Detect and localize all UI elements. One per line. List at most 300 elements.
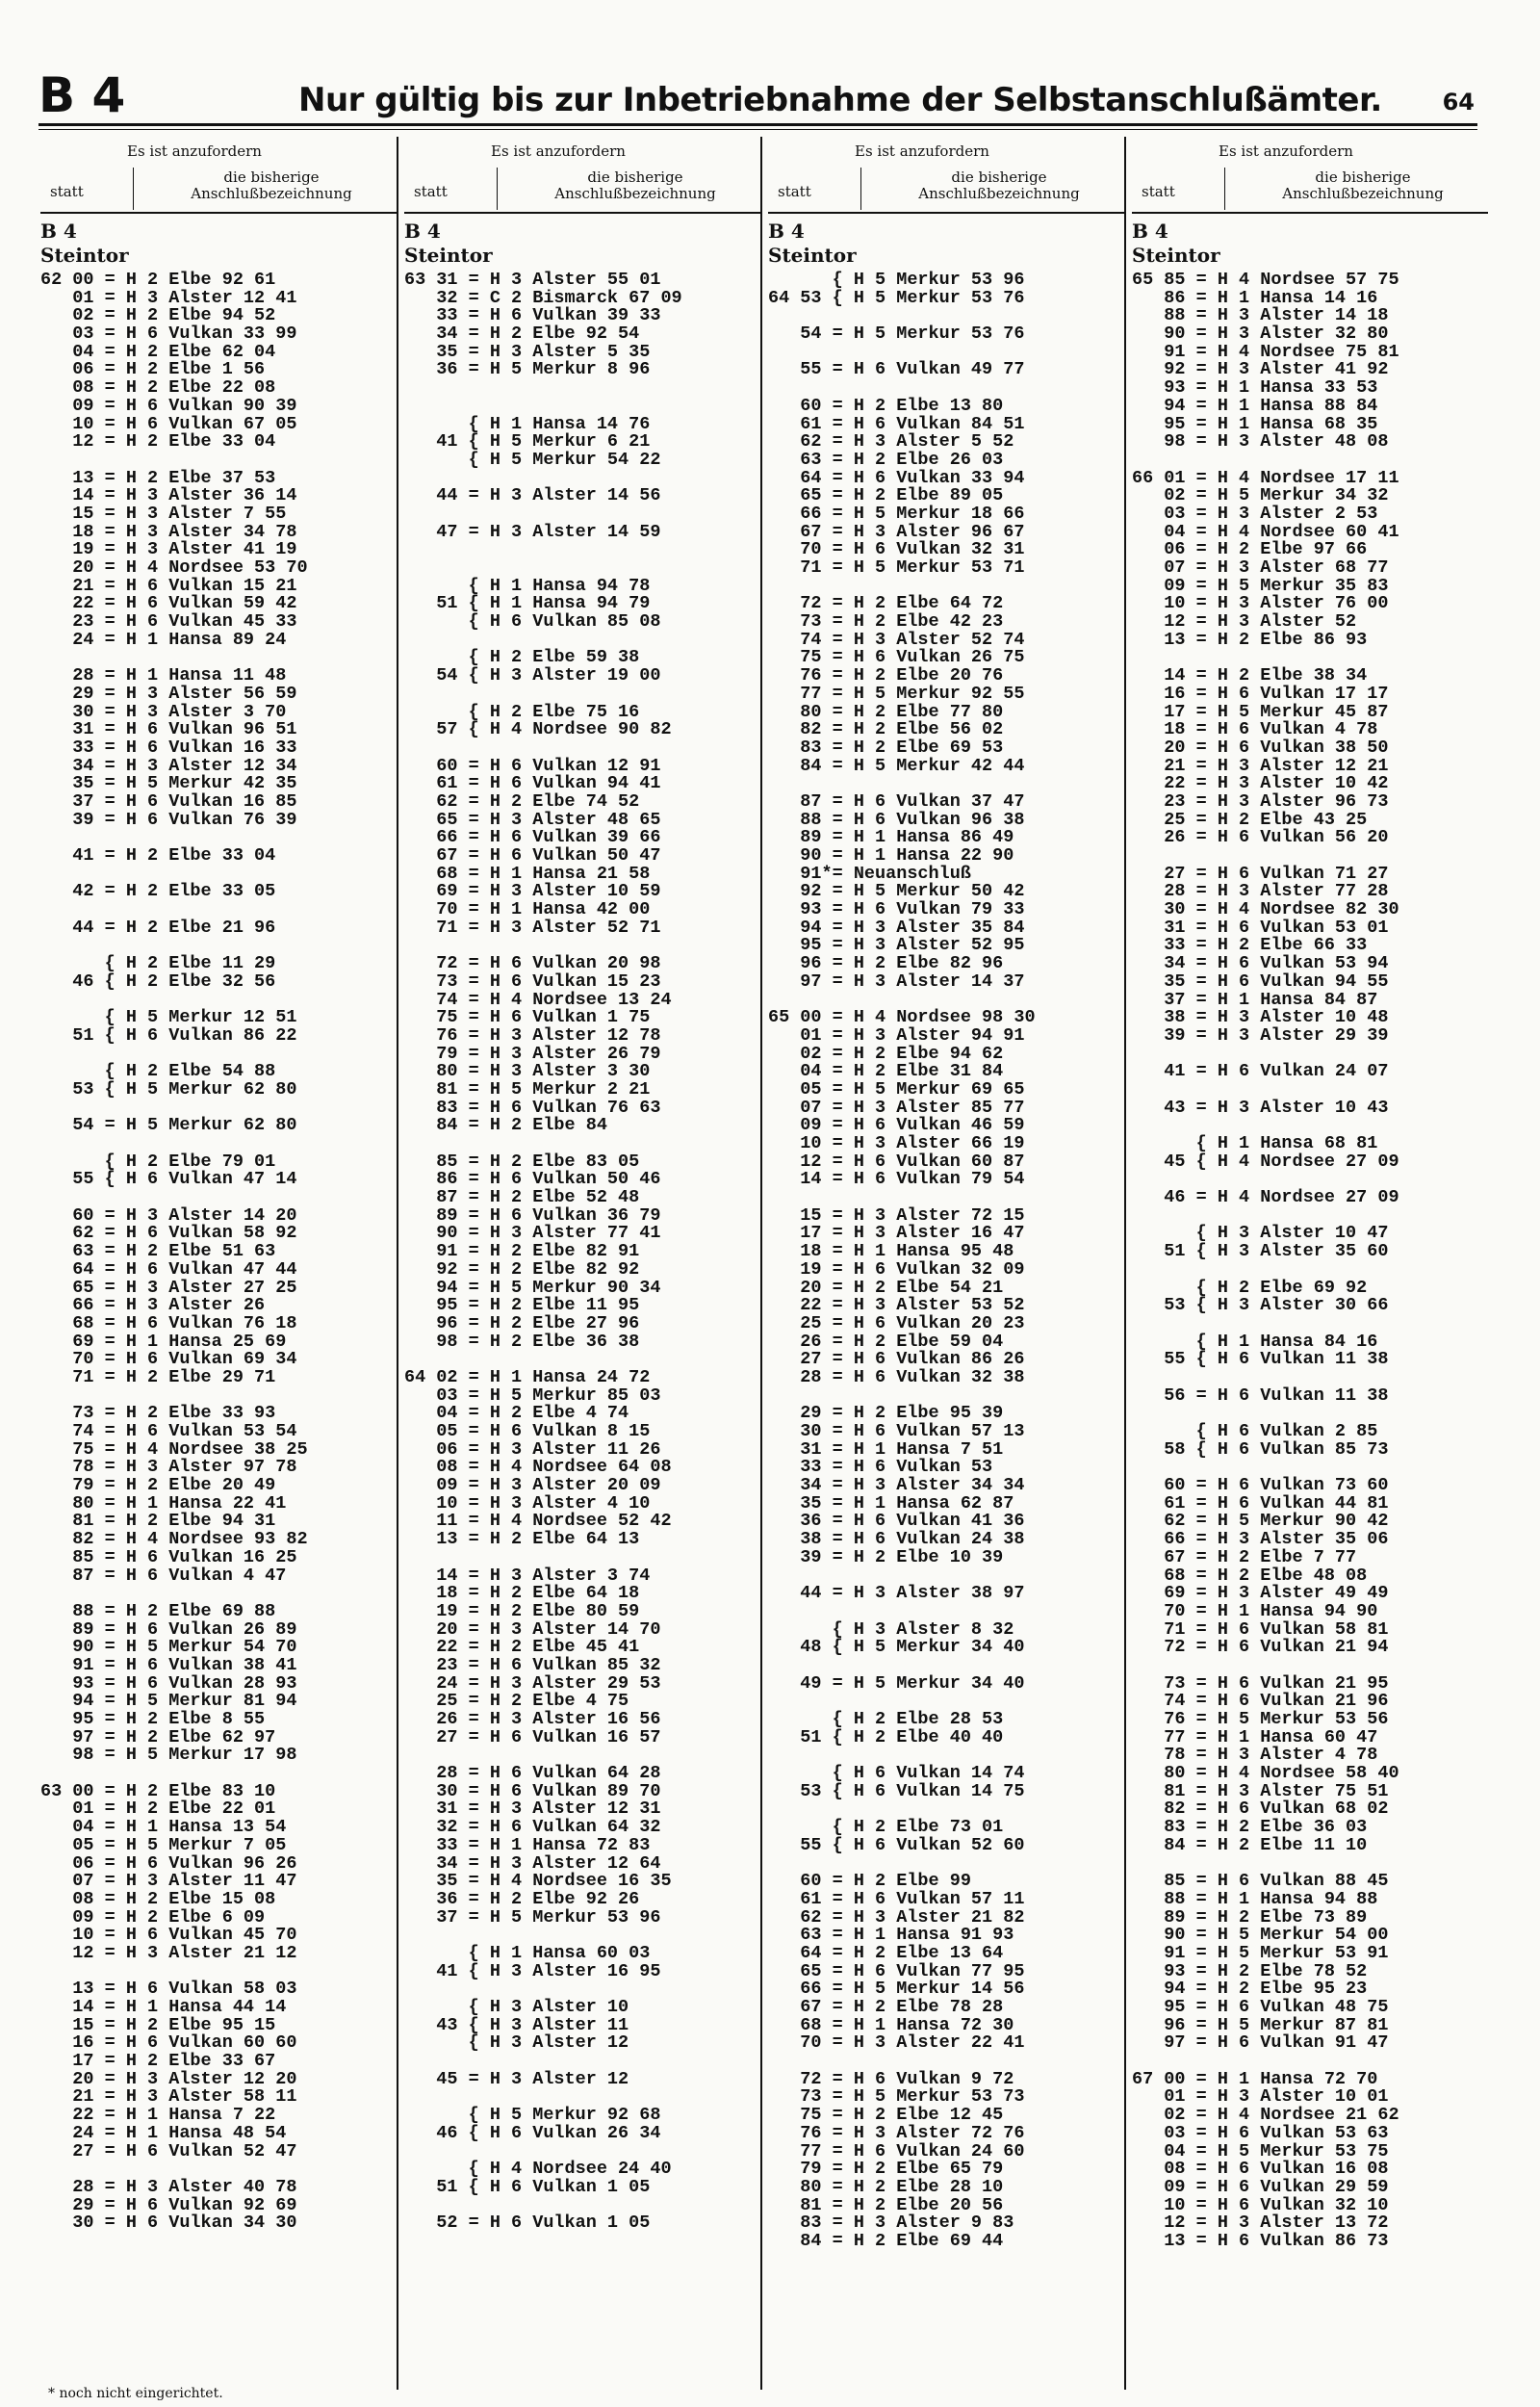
directory-entry: 34 = H 2 Elbe 92 54 <box>404 324 640 345</box>
directory-entry: 14 = H 6 Vulkan 79 54 <box>768 1169 1025 1190</box>
district-code: B 4 <box>768 220 805 243</box>
directory-entry: 90 = H 3 Alster 77 41 <box>404 1223 661 1244</box>
directory-entry: 35 = H 4 Nordsee 16 35 <box>404 1871 672 1892</box>
column-header <box>40 137 397 214</box>
header-designation <box>146 169 397 202</box>
directory-entry: 13 = H 2 Elbe 64 13 <box>404 1529 640 1550</box>
directory-entry: 91 = H 2 Elbe 82 91 <box>404 1241 640 1262</box>
directory-entry: 15 = H 3 Alster 7 55 <box>40 503 287 524</box>
directory-entry: 12 = H 2 Elbe 33 04 <box>40 431 276 453</box>
directory-entry: 21 = H 6 Vulkan 15 21 <box>40 575 297 596</box>
top-rule <box>38 123 1477 126</box>
directory-entry: 62 = H 2 Elbe 74 52 <box>404 790 640 812</box>
directory-entry: 23 = H 6 Vulkan 85 32 <box>404 1654 661 1675</box>
directory-entry: 85 = H 6 Vulkan 16 25 <box>40 1546 297 1567</box>
directory-entry: 62 00 = H 2 Elbe 92 61 <box>40 270 276 290</box>
entry-spacer <box>404 505 760 524</box>
directory-entry: 97 = H 2 Elbe 62 97 <box>40 1726 276 1747</box>
entry-list <box>1132 272 1488 2251</box>
directory-entry: 34 = H 3 Alster 12 64 <box>404 1852 661 1874</box>
directory-entry: 74 = H 3 Alster 52 74 <box>768 629 1025 650</box>
directory-entry: 35 = H 6 Vulkan 94 55 <box>1132 971 1389 992</box>
directory-entry: 60 = H 2 Elbe 13 80 <box>768 395 1004 416</box>
directory-entry: 55 { H 6 Vulkan 11 38 <box>1132 1349 1389 1370</box>
directory-entry: 80 = H 3 Alster 3 30 <box>404 1061 651 1082</box>
directory-entry: 33 = H 6 Vulkan 53 <box>768 1457 993 1478</box>
directory-entry: 75 = H 6 Vulkan 1 75 <box>404 1007 651 1028</box>
directory-entry: 85 = H 6 Vulkan 88 45 <box>1132 1871 1389 1892</box>
directory-entry: 45 = H 3 Alster 12 <box>404 2068 629 2089</box>
entry-spacer <box>40 452 397 470</box>
directory-entry: 09 = H 2 Elbe 6 09 <box>40 1906 266 1928</box>
directory-entry: 67 = H 3 Alster 96 67 <box>768 521 1025 542</box>
directory-entry: 08 = H 6 Vulkan 16 08 <box>1132 2159 1389 2180</box>
directory-entry: 51 { H 6 Vulkan 86 22 <box>40 1024 297 1046</box>
directory-entry: 66 01 = H 4 Nordsee 17 11 <box>1132 467 1399 488</box>
directory-entry: 65 = H 6 Vulkan 77 95 <box>768 1960 1025 1981</box>
directory-entry: 84 = H 5 Merkur 42 44 <box>768 755 1025 776</box>
directory-entry: 91 = H 6 Vulkan 38 41 <box>40 1654 297 1675</box>
directory-entry: 51 { H 6 Vulkan 1 05 <box>404 2176 651 2197</box>
directory-entry: 93 = H 2 Elbe 78 52 <box>1132 1960 1368 1981</box>
directory-entry: 07 = H 3 Alster 11 47 <box>40 1871 297 1892</box>
directory-entry: 76 = H 3 Alster 72 76 <box>768 2122 1025 2143</box>
directory-entry: 46 = H 4 Nordsee 27 09 <box>1132 1187 1399 1208</box>
district-code: B 4 <box>40 220 77 243</box>
directory-entry: 90 = H 1 Hansa 22 90 <box>768 845 1014 866</box>
directory-entry: 39 = H 6 Vulkan 76 39 <box>40 809 297 830</box>
directory-entry: 53 { H 6 Vulkan 14 75 <box>768 1780 1025 1801</box>
page-number: 64 <box>1442 89 1475 116</box>
directory-entry: 88 = H 6 Vulkan 96 38 <box>768 809 1025 830</box>
directory-entry: 67 = H 2 Elbe 78 28 <box>768 1997 1004 2017</box>
section-code: B 4 <box>38 67 126 123</box>
directory-entry: 89 = H 6 Vulkan 36 79 <box>404 1204 661 1226</box>
directory-entry: 12 = H 6 Vulkan 60 87 <box>768 1151 1025 1172</box>
directory-entry: 64 02 = H 1 Hansa 24 72 <box>404 1366 651 1387</box>
directory-entry: 22 = H 1 Hansa 7 22 <box>40 2105 276 2126</box>
directory-entry: 37 = H 5 Merkur 53 96 <box>404 1906 661 1928</box>
directory-entry: 70 = H 6 Vulkan 32 31 <box>768 539 1025 560</box>
district-name: Steintor <box>404 244 493 267</box>
directory-entry: 03 = H 3 Alster 2 53 <box>1132 503 1378 524</box>
directory-entry: 10 = H 3 Alster 76 00 <box>1132 593 1389 614</box>
directory-entry: 08 = H 2 Elbe 15 08 <box>40 1888 276 1909</box>
directory-entry: { H 2 Elbe 75 16 <box>404 701 640 722</box>
directory-entry: 51 { H 1 Hansa 94 79 <box>404 593 651 614</box>
directory-entry: 57 { H 4 Nordsee 90 82 <box>404 719 672 740</box>
directory-entry: 10 = H 6 Vulkan 32 10 <box>1132 2194 1389 2215</box>
directory-entry: 58 { H 6 Vulkan 85 73 <box>1132 1438 1389 1460</box>
directory-entry: { H 2 Elbe 59 38 <box>404 647 640 668</box>
directory-entry: 30 = H 6 Vulkan 57 13 <box>768 1421 1025 1441</box>
directory-entry: { H 3 Alster 8 32 <box>768 1618 1014 1640</box>
directory-entry: 60 = H 6 Vulkan 73 60 <box>1132 1475 1389 1496</box>
directory-entry: 61 = H 6 Vulkan 84 51 <box>768 413 1025 434</box>
directory-entry: 16 = H 6 Vulkan 17 17 <box>1132 683 1389 704</box>
directory-entry: 90 = H 5 Merkur 54 00 <box>1132 1925 1389 1946</box>
directory-entry: 67 00 = H 1 Hansa 72 70 <box>1132 2068 1378 2089</box>
directory-entry: 14 = H 1 Hansa 44 14 <box>40 1997 287 2017</box>
entry-spacer <box>768 379 1124 398</box>
directory-entry: 04 = H 2 Elbe 31 84 <box>768 1061 1004 1082</box>
district-name: Steintor <box>1132 244 1220 267</box>
directory-entry: 41 = H 2 Elbe 33 04 <box>40 845 276 866</box>
header-divider <box>133 168 134 210</box>
header-previous-label: die bisherige <box>1315 168 1411 186</box>
header-underline <box>768 212 1124 214</box>
directory-entry: 94 = H 1 Hansa 88 84 <box>1132 395 1378 416</box>
entry-spacer <box>1132 1315 1488 1333</box>
directory-entry: 62 = H 3 Alster 21 82 <box>768 1906 1025 1928</box>
directory-entry: 83 = H 2 Elbe 36 03 <box>1132 1817 1368 1838</box>
directory-entry: 18 = H 1 Hansa 95 48 <box>768 1241 1014 1262</box>
entry-spacer <box>1132 1081 1488 1100</box>
directory-entry: 65 = H 3 Alster 48 65 <box>404 809 661 830</box>
directory-entry: 66 = H 5 Merkur 14 56 <box>768 1979 1025 2000</box>
directory-entry: 25 = H 2 Elbe 43 25 <box>1132 809 1368 830</box>
directory-entry: 98 = H 2 Elbe 36 38 <box>404 1331 640 1352</box>
directory-entry: 97 = H 6 Vulkan 91 47 <box>1132 2032 1389 2054</box>
directory-entry: 36 = H 6 Vulkan 41 36 <box>768 1511 1025 1532</box>
directory-entry: 14 = H 2 Elbe 38 34 <box>1132 665 1368 686</box>
directory-entry: 04 = H 1 Hansa 13 54 <box>40 1817 287 1838</box>
directory-entry: 54 = H 5 Merkur 53 76 <box>768 324 1025 345</box>
directory-entry: 62 = H 3 Alster 5 52 <box>768 431 1014 453</box>
directory-entry: 91*= Neuanschluß <box>768 863 971 884</box>
directory-entry: 03 = H 6 Vulkan 53 63 <box>1132 2122 1389 2143</box>
header-request-label: Es ist anzufordern <box>855 142 989 160</box>
directory-entry: 28 = H 6 Vulkan 64 28 <box>404 1763 661 1784</box>
entry-spacer <box>40 901 397 919</box>
directory-entry: { H 3 Alster 10 <box>404 1997 629 2017</box>
directory-entry: 01 = H 3 Alster 94 91 <box>768 1024 1025 1046</box>
directory-entry: 90 = H 3 Alster 32 80 <box>1132 324 1389 345</box>
directory-entry: 52 = H 6 Vulkan 1 05 <box>404 2213 651 2234</box>
directory-entry: 03 = H 6 Vulkan 33 99 <box>40 324 297 345</box>
entry-list <box>40 272 397 2233</box>
directory-entry: { H 6 Vulkan 2 85 <box>1132 1421 1378 1441</box>
directory-entry: 74 = H 4 Nordsee 13 24 <box>404 989 672 1010</box>
directory-entry: 55 { H 6 Vulkan 47 14 <box>40 1169 297 1190</box>
directory-entry: 82 = H 2 Elbe 56 02 <box>768 719 1004 740</box>
entry-spacer <box>40 1765 397 1783</box>
directory-entry: 44 = H 2 Elbe 21 96 <box>40 917 276 938</box>
directory-entry: 18 = H 2 Elbe 64 18 <box>404 1583 640 1604</box>
directory-entry: 87 = H 2 Elbe 52 48 <box>404 1187 640 1208</box>
directory-entry: 30 = H 4 Nordsee 82 30 <box>1132 899 1399 920</box>
directory-entry: 84 = H 2 Elbe 69 44 <box>768 2230 1004 2251</box>
directory-entry: 29 = H 2 Elbe 95 39 <box>768 1403 1004 1424</box>
directory-entry: 83 = H 2 Elbe 69 53 <box>768 737 1004 758</box>
directory-entry: 32 = C 2 Bismarck 67 09 <box>404 287 682 308</box>
directory-entry: 24 = H 3 Alster 29 53 <box>404 1672 661 1694</box>
directory-entry: 68 = H 2 Elbe 48 08 <box>1132 1565 1368 1586</box>
directory-entry: 23 = H 3 Alster 96 73 <box>1132 790 1389 812</box>
entry-spacer <box>404 398 760 416</box>
directory-entry: 22 = H 3 Alster 53 52 <box>768 1295 1025 1316</box>
directory-entry: 62 = H 5 Merkur 90 42 <box>1132 1511 1389 1532</box>
directory-entry: 10 = H 6 Vulkan 45 70 <box>40 1925 297 1946</box>
directory-entry: 23 = H 6 Vulkan 45 33 <box>40 611 297 633</box>
directory-entry: 97 = H 3 Alster 14 37 <box>768 971 1025 992</box>
column-header <box>404 137 760 214</box>
column-separator <box>760 137 762 2390</box>
directory-entry: 73 = H 2 Elbe 33 93 <box>40 1403 276 1424</box>
directory-entry: 05 = H 5 Merkur 7 05 <box>40 1834 287 1855</box>
header-designation <box>1238 169 1488 202</box>
directory-entry: 64 = H 6 Vulkan 33 94 <box>768 467 1025 488</box>
header-divider <box>497 168 498 210</box>
directory-entry: 44 = H 3 Alster 38 97 <box>768 1583 1025 1604</box>
directory-entry: 87 = H 6 Vulkan 37 47 <box>768 790 1025 812</box>
directory-entry: 70 = H 1 Hansa 42 00 <box>404 899 651 920</box>
directory-entry: 36 = H 5 Merkur 8 96 <box>404 359 651 380</box>
directory-entry: 32 = H 6 Vulkan 64 32 <box>404 1817 661 1838</box>
directory-entry: 65 85 = H 4 Nordsee 57 75 <box>1132 270 1399 290</box>
directory-entry: 56 = H 6 Vulkan 11 38 <box>1132 1385 1389 1406</box>
directory-entry: 84 = H 2 Elbe 84 <box>404 1115 607 1136</box>
directory-entry: 89 = H 1 Hansa 86 49 <box>768 827 1014 848</box>
directory-entry: 39 = H 2 Elbe 10 39 <box>768 1546 1004 1567</box>
entry-spacer <box>404 2053 760 2071</box>
directory-entry: 37 = H 6 Vulkan 16 85 <box>40 790 297 812</box>
directory-entry: 88 = H 2 Elbe 69 88 <box>40 1600 276 1621</box>
directory-entry: 17 = H 2 Elbe 33 67 <box>40 2051 276 2072</box>
directory-entry: 19 = H 2 Elbe 80 59 <box>404 1600 640 1621</box>
entry-spacer <box>1132 1369 1488 1387</box>
directory-entry: 12 = H 3 Alster 21 12 <box>40 1942 297 1963</box>
directory-entry: 04 = H 5 Merkur 53 75 <box>1132 2140 1389 2161</box>
directory-entry: { H 2 Elbe 11 29 <box>40 953 276 974</box>
directory-entry: 64 = H 2 Elbe 13 64 <box>768 1942 1004 1963</box>
directory-entry: { H 5 Merkur 92 68 <box>404 2105 661 2126</box>
directory-entry: { H 2 Elbe 28 53 <box>768 1709 1004 1729</box>
directory-entry: 78 = H 3 Alster 97 78 <box>40 1457 297 1478</box>
district-name: Steintor <box>40 244 129 267</box>
directory-entry: 71 = H 2 Elbe 29 71 <box>40 1366 276 1387</box>
directory-entry: 17 = H 5 Merkur 45 87 <box>1132 701 1389 722</box>
directory-entry: 06 = H 6 Vulkan 96 26 <box>40 1852 297 1874</box>
directory-entry: 31 = H 6 Vulkan 96 51 <box>40 719 297 740</box>
directory-entry: 86 = H 6 Vulkan 50 46 <box>404 1169 661 1190</box>
top-rule-thin <box>38 129 1477 130</box>
directory-entry: 02 = H 2 Elbe 94 52 <box>40 305 276 326</box>
directory-entry: 07 = H 3 Alster 68 77 <box>1132 557 1389 578</box>
directory-entry: 62 = H 6 Vulkan 58 92 <box>40 1223 297 1244</box>
directory-entry: 43 = H 3 Alster 10 43 <box>1132 1097 1389 1118</box>
directory-entry: 31 = H 1 Hansa 7 51 <box>768 1438 1004 1460</box>
directory-entry: 35 = H 3 Alster 5 35 <box>404 341 651 362</box>
directory-entry: 72 = H 6 Vulkan 21 94 <box>1132 1637 1389 1658</box>
directory-entry: 71 = H 6 Vulkan 58 81 <box>1132 1618 1389 1640</box>
directory-entry: 17 = H 3 Alster 16 47 <box>768 1223 1025 1244</box>
directory-entry: 14 = H 3 Alster 3 74 <box>404 1565 651 1586</box>
directory-entry: 15 = H 3 Alster 72 15 <box>768 1204 1025 1226</box>
directory-entry: 22 = H 2 Elbe 45 41 <box>404 1637 640 1658</box>
header-statt-label: statt <box>1142 183 1175 200</box>
directory-entry: 72 = H 6 Vulkan 20 98 <box>404 953 661 974</box>
header-underline <box>40 212 397 214</box>
directory-entry: 38 = H 6 Vulkan 24 38 <box>768 1529 1025 1550</box>
directory-entry: 66 = H 3 Alster 35 06 <box>1132 1529 1389 1550</box>
directory-entry: 27 = H 6 Vulkan 71 27 <box>1132 863 1389 884</box>
entry-spacer <box>768 2053 1124 2071</box>
directory-entry: 66 = H 3 Alster 26 <box>40 1295 266 1316</box>
directory-entry: { H 1 Hansa 60 03 <box>404 1942 651 1963</box>
directory-entry: { H 4 Nordsee 24 40 <box>404 2159 672 2180</box>
directory-column-1 <box>40 137 397 2397</box>
directory-entry: 82 = H 6 Vulkan 68 02 <box>1132 1799 1389 1820</box>
entry-spacer <box>1132 452 1488 470</box>
directory-entry: 83 = H 3 Alster 9 83 <box>768 2213 1014 2234</box>
directory-entry: 76 = H 2 Elbe 20 76 <box>768 665 1004 686</box>
entry-spacer <box>404 559 760 578</box>
directory-entry: 22 = H 6 Vulkan 59 42 <box>40 593 297 614</box>
directory-entry: 08 = H 2 Elbe 22 08 <box>40 377 276 399</box>
directory-entry: 72 = H 6 Vulkan 9 72 <box>768 2068 1014 2089</box>
directory-entry: 26 = H 3 Alster 16 56 <box>404 1709 661 1729</box>
directory-entry: 96 = H 2 Elbe 27 96 <box>404 1312 640 1333</box>
entry-spacer <box>768 1603 1124 1621</box>
header-statt-label: statt <box>50 183 84 200</box>
directory-entry: 74 = H 6 Vulkan 21 96 <box>1132 1691 1389 1712</box>
directory-entry: 41 { H 5 Merkur 6 21 <box>404 431 651 453</box>
column-header <box>1132 137 1488 214</box>
directory-entry: 03 = H 5 Merkur 85 03 <box>404 1385 661 1406</box>
directory-entry: 44 = H 3 Alster 14 56 <box>404 485 661 506</box>
directory-entry: 92 = H 3 Alster 41 92 <box>1132 359 1389 380</box>
directory-entry: 49 = H 5 Merkur 34 40 <box>768 1672 1025 1694</box>
directory-entry: 92 = H 5 Merkur 50 42 <box>768 881 1025 902</box>
directory-entry: 31 = H 6 Vulkan 53 01 <box>1132 917 1389 938</box>
directory-entry: { H 1 Hansa 94 78 <box>404 575 651 596</box>
directory-entry: 96 = H 2 Elbe 82 96 <box>768 953 1004 974</box>
directory-entry: 87 = H 6 Vulkan 4 47 <box>40 1565 287 1586</box>
directory-entry: 69 = H 3 Alster 10 59 <box>404 881 661 902</box>
directory-entry: 38 = H 3 Alster 10 48 <box>1132 1007 1389 1028</box>
header-underline <box>404 212 760 214</box>
directory-entry: 24 = H 1 Hansa 89 24 <box>40 629 287 650</box>
directory-entry: { H 3 Alster 10 47 <box>1132 1223 1389 1244</box>
directory-entry: 25 = H 6 Vulkan 20 23 <box>768 1312 1025 1333</box>
directory-entry: 28 = H 6 Vulkan 32 38 <box>768 1366 1025 1387</box>
directory-entry: 06 = H 2 Elbe 1 56 <box>40 359 266 380</box>
directory-entry: 12 = H 3 Alster 52 <box>1132 611 1357 633</box>
directory-entry: 01 = H 2 Elbe 22 01 <box>40 1799 276 1820</box>
directory-entry: 88 = H 3 Alster 14 18 <box>1132 305 1389 326</box>
directory-entry: 60 = H 2 Elbe 99 <box>768 1871 971 1892</box>
directory-entry: 10 = H 3 Alster 66 19 <box>768 1133 1025 1153</box>
directory-entry: 81 = H 2 Elbe 20 56 <box>768 2194 1004 2215</box>
directory-entry: 77 = H 5 Merkur 92 55 <box>768 683 1025 704</box>
directory-entry: { H 6 Vulkan 14 74 <box>768 1763 1025 1784</box>
directory-entry: 33 = H 6 Vulkan 39 33 <box>404 305 661 326</box>
directory-entry: 46 { H 6 Vulkan 26 34 <box>404 2122 661 2143</box>
directory-entry: 05 = H 6 Vulkan 8 15 <box>404 1421 651 1441</box>
directory-entry: 04 = H 4 Nordsee 60 41 <box>1132 521 1399 542</box>
directory-entry: 16 = H 6 Vulkan 60 60 <box>40 2032 297 2054</box>
directory-entry: 04 = H 2 Elbe 62 04 <box>40 341 276 362</box>
directory-entry: 05 = H 5 Merkur 69 65 <box>768 1078 1025 1100</box>
directory-entry: { H 6 Vulkan 85 08 <box>404 611 661 633</box>
entry-spacer <box>40 1135 397 1153</box>
header-designation <box>874 169 1124 202</box>
header-divider <box>1224 168 1225 210</box>
directory-entry: 28 = H 3 Alster 77 28 <box>1132 881 1389 902</box>
directory-entry: 64 = H 6 Vulkan 47 44 <box>40 1258 297 1280</box>
directory-entry: 70 = H 1 Hansa 94 90 <box>1132 1600 1378 1621</box>
directory-entry: 73 = H 6 Vulkan 15 23 <box>404 971 661 992</box>
entry-list <box>404 272 760 2233</box>
directory-entry: 09 = H 6 Vulkan 46 59 <box>768 1115 1025 1136</box>
directory-entry: 46 { H 2 Elbe 32 56 <box>40 971 276 992</box>
header-previous-label: die bisherige <box>951 168 1047 186</box>
directory-entry: 61 = H 6 Vulkan 44 81 <box>1132 1492 1389 1514</box>
page-title: Nur gültig bis zur Inbetriebnahme der Selbstanschlußämter. <box>298 81 1382 119</box>
directory-entry: 81 = H 5 Merkur 2 21 <box>404 1078 651 1100</box>
directory-entry: 63 = H 2 Elbe 26 03 <box>768 449 1004 470</box>
directory-entry: 19 = H 6 Vulkan 32 09 <box>768 1258 1025 1280</box>
directory-entry: 26 = H 6 Vulkan 56 20 <box>1132 827 1389 848</box>
directory-entry: 79 = H 2 Elbe 20 49 <box>40 1475 276 1496</box>
directory-entry: 19 = H 3 Alster 41 19 <box>40 539 297 560</box>
directory-entry: 75 = H 6 Vulkan 26 75 <box>768 647 1025 668</box>
directory-entry: 80 = H 4 Nordsee 58 40 <box>1132 1763 1399 1784</box>
directory-entry: 34 = H 6 Vulkan 53 94 <box>1132 953 1389 974</box>
directory-entry: 54 = H 5 Merkur 62 80 <box>40 1115 297 1136</box>
entry-spacer <box>404 686 760 704</box>
directory-entry: 27 = H 6 Vulkan 86 26 <box>768 1349 1025 1370</box>
directory-entry: 63 = H 2 Elbe 51 63 <box>40 1241 276 1262</box>
directory-entry: 06 = H 3 Alster 11 26 <box>404 1438 661 1460</box>
directory-entry: 70 = H 6 Vulkan 69 34 <box>40 1349 297 1370</box>
footnote: * noch nicht eingerichtet. <box>48 2386 223 2401</box>
column-separator <box>1124 137 1126 2390</box>
directory-entry: 55 = H 6 Vulkan 49 77 <box>768 359 1025 380</box>
directory-entry: 25 = H 2 Elbe 4 75 <box>404 1691 629 1712</box>
directory-entry: 04 = H 2 Elbe 4 74 <box>404 1403 629 1424</box>
directory-entry: 28 = H 3 Alster 40 78 <box>40 2176 297 2197</box>
directory-entry: 45 { H 4 Nordsee 27 09 <box>1132 1151 1399 1172</box>
directory-entry: 20 = H 3 Alster 12 20 <box>40 2068 297 2089</box>
directory-entry: 85 = H 2 Elbe 83 05 <box>404 1151 640 1172</box>
directory-entry: 21 = H 3 Alster 12 21 <box>1132 755 1389 776</box>
directory-entry: 53 { H 5 Merkur 62 80 <box>40 1078 297 1100</box>
directory-entry: 33 = H 2 Elbe 66 33 <box>1132 935 1368 956</box>
directory-entry: 73 = H 6 Vulkan 21 95 <box>1132 1672 1389 1694</box>
directory-entry: 89 = H 2 Elbe 73 89 <box>1132 1906 1368 1928</box>
directory-entry: 20 = H 2 Elbe 54 21 <box>768 1277 1004 1298</box>
header-designation-label: Anschlußbezeichnung <box>554 185 716 202</box>
directory-entry: 63 31 = H 3 Alster 55 01 <box>404 270 661 290</box>
directory-entry: 94 = H 3 Alster 35 84 <box>768 917 1025 938</box>
entry-spacer <box>404 1549 760 1567</box>
directory-entry: 76 = H 3 Alster 12 78 <box>404 1024 661 1046</box>
directory-entry: { H 3 Alster 12 <box>404 2032 629 2054</box>
district-name: Steintor <box>768 244 857 267</box>
directory-entry: 93 = H 6 Vulkan 79 33 <box>768 899 1025 920</box>
entry-spacer <box>404 1135 760 1153</box>
directory-column-3 <box>768 137 1124 2397</box>
directory-entry: 73 = H 2 Elbe 42 23 <box>768 611 1004 633</box>
directory-entry: 12 = H 3 Alster 13 72 <box>1132 2213 1389 2234</box>
entry-spacer <box>1132 847 1488 866</box>
directory-entry: 35 = H 5 Merkur 42 35 <box>40 773 297 794</box>
header-previous-label: die bisherige <box>223 168 320 186</box>
directory-entry: 30 = H 6 Vulkan 34 30 <box>40 2213 297 2234</box>
directory-entry: 98 = H 5 Merkur 17 98 <box>40 1745 297 1766</box>
